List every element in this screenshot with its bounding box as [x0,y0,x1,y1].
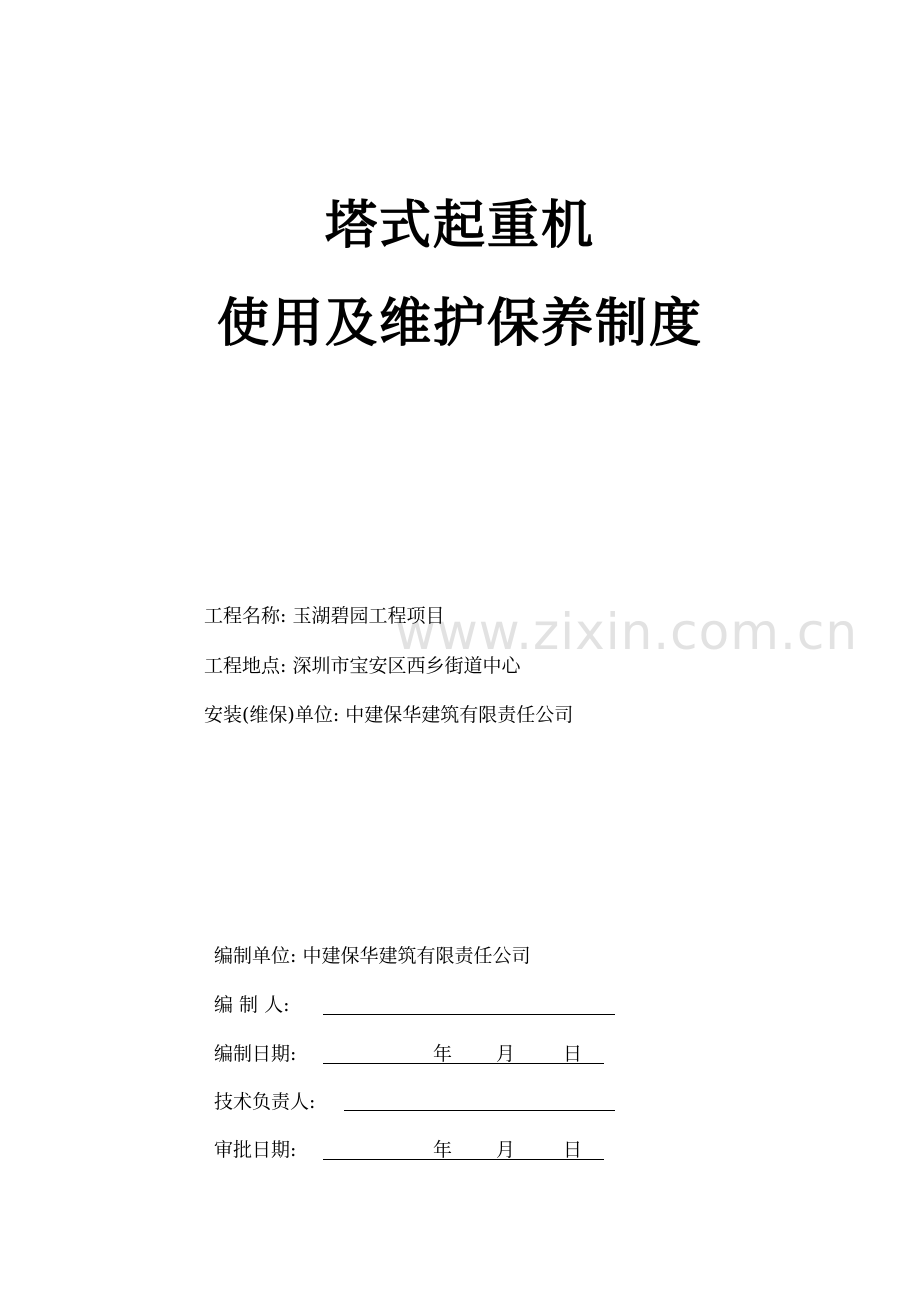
compile-date-label: 编制日期: [214,1043,297,1065]
compile-date-year: 年 [433,1043,453,1065]
document-title-line-1: 塔式起重机 [324,196,595,256]
approval-date-month: 月 [496,1139,516,1161]
compiling-unit: 编制单位: 中建保华建筑有限责任公司 [214,945,531,967]
watermark: www.zixin.com.cn [395,603,859,661]
approval-date-blank-line [323,1159,604,1160]
compile-date-day: 日 [563,1043,583,1065]
compiler-label: 编 制 人: [214,994,290,1016]
document-title-line-2: 使用及维护保养制度 [216,294,703,354]
compile-date-blank-line [323,1063,604,1064]
tech-lead-label: 技术负责人: [214,1091,316,1113]
approval-date-label: 审批日期: [214,1139,297,1161]
compiler-blank-line [323,1014,615,1015]
approval-date-year: 年 [433,1139,453,1161]
installation-unit: 安装(维保)单位: 中建保华建筑有限责任公司 [204,704,574,726]
project-location: 工程地点: 深圳市宝安区西乡街道中心 [204,655,521,677]
project-name: 工程名称: 玉湖碧园工程项目 [204,605,445,627]
compile-date-month: 月 [496,1043,516,1065]
approval-date-day: 日 [563,1139,583,1161]
tech-lead-blank-line [344,1110,615,1111]
